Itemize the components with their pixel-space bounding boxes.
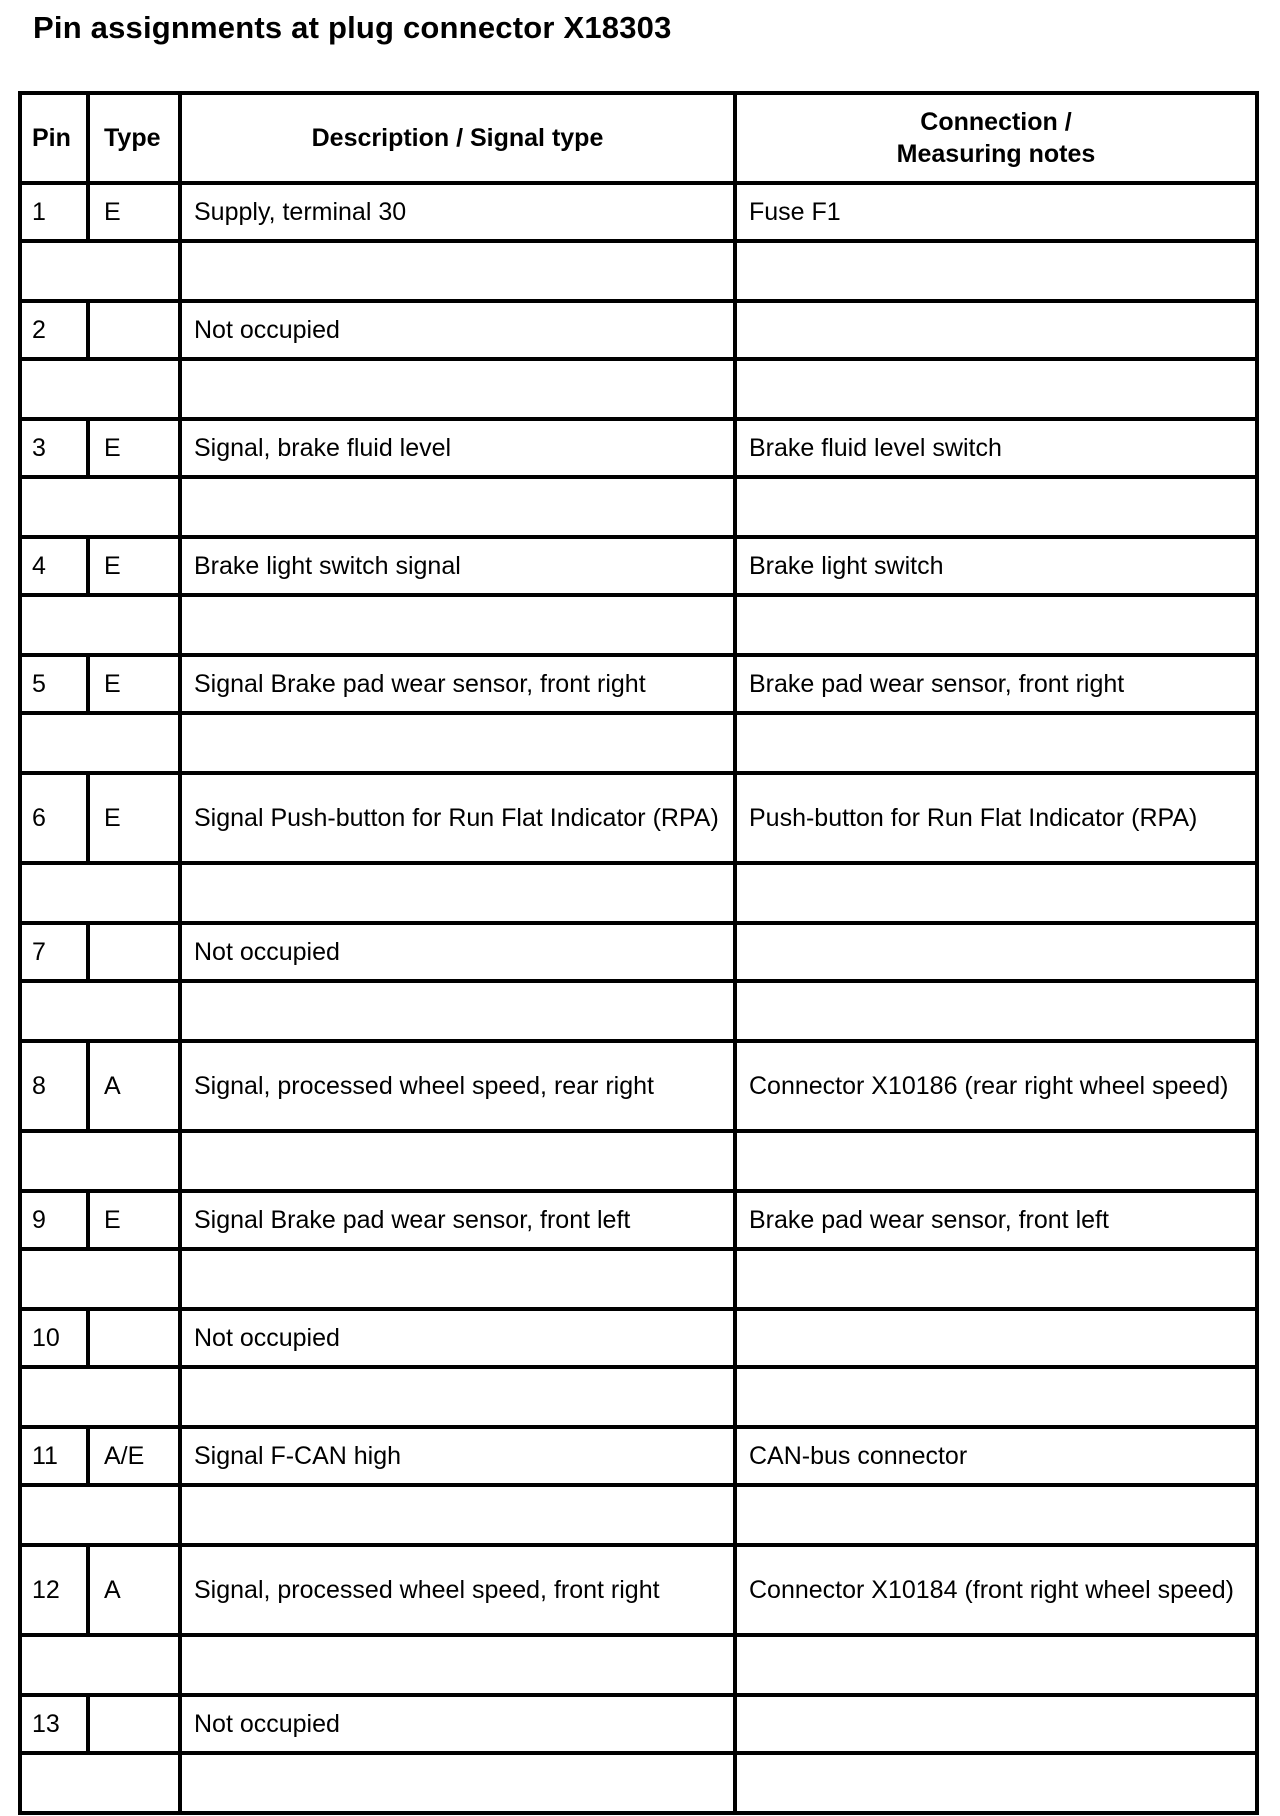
spacer-row xyxy=(20,1753,1257,1813)
connection-cell: Brake pad wear sensor, front right xyxy=(735,655,1257,713)
spacer-cell xyxy=(20,1635,180,1695)
spacer-cell xyxy=(180,1485,735,1545)
spacer-cell xyxy=(20,863,180,923)
table-row xyxy=(20,923,1257,981)
table-row xyxy=(20,301,1257,359)
header-description: Description / Signal type xyxy=(180,93,735,183)
spacer-row xyxy=(20,1249,1257,1309)
type-cell xyxy=(88,923,180,981)
pin-cell: 8 xyxy=(20,1041,88,1131)
pin-cell: 13 xyxy=(20,1695,88,1753)
spacer-row xyxy=(20,359,1257,419)
description-cell: Not occupied xyxy=(180,301,735,359)
spacer-cell xyxy=(180,1249,735,1309)
spacer-row xyxy=(20,981,1257,1041)
table-row xyxy=(20,1695,1257,1753)
spacer-cell xyxy=(180,1635,735,1695)
type-cell: E xyxy=(88,773,180,863)
table-row xyxy=(20,655,1257,713)
connection-cell xyxy=(735,1695,1257,1753)
spacer-row xyxy=(20,1485,1257,1545)
spacer-cell xyxy=(735,1131,1257,1191)
spacer-cell xyxy=(20,1485,180,1545)
spacer-row xyxy=(20,863,1257,923)
connection-cell: Fuse F1 xyxy=(735,183,1257,241)
pin-cell: 12 xyxy=(20,1545,88,1635)
connection-cell xyxy=(735,923,1257,981)
header-connection xyxy=(735,93,1257,183)
table-row xyxy=(20,1191,1257,1249)
spacer-cell xyxy=(180,863,735,923)
description-cell: Not occupied xyxy=(180,923,735,981)
spacer-cell xyxy=(735,863,1257,923)
spacer-cell xyxy=(735,1485,1257,1545)
description-cell: Signal, brake fluid level xyxy=(180,419,735,477)
spacer-row xyxy=(20,477,1257,537)
pin-cell: 10 xyxy=(20,1309,88,1367)
spacer-cell xyxy=(180,477,735,537)
table-row xyxy=(20,537,1257,595)
spacer-cell xyxy=(735,241,1257,301)
table-header-row xyxy=(20,93,1257,183)
pin-cell: 9 xyxy=(20,1191,88,1249)
pin-cell: 4 xyxy=(20,537,88,595)
description-cell: Signal, processed wheel speed, rear right xyxy=(180,1041,735,1131)
connection-cell: Brake light switch xyxy=(735,537,1257,595)
spacer-cell xyxy=(20,1753,180,1813)
table-row xyxy=(20,183,1257,241)
connection-cell: CAN-bus connector xyxy=(735,1427,1257,1485)
table-row xyxy=(20,1041,1257,1131)
spacer-cell xyxy=(735,477,1257,537)
table-row xyxy=(20,419,1257,477)
type-cell: E xyxy=(88,655,180,713)
description-cell: Not occupied xyxy=(180,1695,735,1753)
spacer-row xyxy=(20,713,1257,773)
description-cell: Signal Brake pad wear sensor, front right xyxy=(180,655,735,713)
connection-cell xyxy=(735,301,1257,359)
spacer-cell xyxy=(180,713,735,773)
spacer-cell xyxy=(20,241,180,301)
spacer-row xyxy=(20,595,1257,655)
spacer-row xyxy=(20,1131,1257,1191)
table-row xyxy=(20,1427,1257,1485)
spacer-row xyxy=(20,241,1257,301)
spacer-cell xyxy=(735,981,1257,1041)
spacer-cell xyxy=(735,1635,1257,1695)
spacer-cell xyxy=(180,1131,735,1191)
spacer-cell xyxy=(180,359,735,419)
spacer-cell xyxy=(180,595,735,655)
spacer-cell xyxy=(735,359,1257,419)
spacer-cell xyxy=(735,1249,1257,1309)
pin-cell: 1 xyxy=(20,183,88,241)
pin-cell: 6 xyxy=(20,773,88,863)
table-row xyxy=(20,1545,1257,1635)
connection-cell: Connector X10186 (rear right wheel speed) xyxy=(735,1041,1257,1131)
spacer-cell xyxy=(735,713,1257,773)
description-cell: Supply, terminal 30 xyxy=(180,183,735,241)
spacer-cell xyxy=(20,477,180,537)
type-cell xyxy=(88,301,180,359)
spacer-cell xyxy=(20,359,180,419)
description-cell: Brake light switch signal xyxy=(180,537,735,595)
spacer-cell xyxy=(20,1131,180,1191)
table-row xyxy=(20,773,1257,863)
spacer-cell xyxy=(20,981,180,1041)
table-row xyxy=(20,1309,1257,1367)
type-cell xyxy=(88,1309,180,1367)
description-cell: Signal Brake pad wear sensor, front left xyxy=(180,1191,735,1249)
header-type: Type xyxy=(88,93,180,183)
header-connection-line1: Connection / xyxy=(920,108,1072,136)
spacer-cell xyxy=(180,1753,735,1813)
connection-cell: Connector X10184 (front right wheel speed) xyxy=(735,1545,1257,1635)
connection-cell: Brake fluid level switch xyxy=(735,419,1257,477)
spacer-cell xyxy=(735,595,1257,655)
pin-cell: 3 xyxy=(20,419,88,477)
description-cell: Signal, processed wheel speed, front right xyxy=(180,1545,735,1635)
header-pin: Pin xyxy=(20,93,88,183)
connection-cell: Brake pad wear sensor, front left xyxy=(735,1191,1257,1249)
page-title: Pin assignments at plug connector X18303 xyxy=(33,10,672,45)
pin-cell: 5 xyxy=(20,655,88,713)
description-cell: Signal Push-button for Run Flat Indicator (RPA) xyxy=(180,773,735,863)
type-cell: E xyxy=(88,1191,180,1249)
connection-cell: Push-button for Run Flat Indicator (RPA) xyxy=(735,773,1257,863)
type-cell xyxy=(88,1695,180,1753)
type-cell: E xyxy=(88,183,180,241)
spacer-cell xyxy=(20,1367,180,1427)
spacer-cell xyxy=(180,241,735,301)
pin-cell: 2 xyxy=(20,301,88,359)
type-cell: A xyxy=(88,1041,180,1131)
pin-assignment-table xyxy=(18,91,1259,1815)
type-cell: A/E xyxy=(88,1427,180,1485)
type-cell: E xyxy=(88,419,180,477)
type-cell: A xyxy=(88,1545,180,1635)
spacer-cell xyxy=(180,1367,735,1427)
header-connection-line2: Measuring notes xyxy=(896,140,1096,168)
spacer-row xyxy=(20,1367,1257,1427)
spacer-cell xyxy=(20,595,180,655)
pin-cell: 11 xyxy=(20,1427,88,1485)
spacer-cell xyxy=(20,713,180,773)
description-cell: Not occupied xyxy=(180,1309,735,1367)
spacer-cell xyxy=(180,981,735,1041)
connection-cell xyxy=(735,1309,1257,1367)
spacer-cell xyxy=(735,1753,1257,1813)
spacer-row xyxy=(20,1635,1257,1695)
type-cell: E xyxy=(88,537,180,595)
spacer-cell xyxy=(20,1249,180,1309)
spacer-cell xyxy=(735,1367,1257,1427)
pin-cell: 7 xyxy=(20,923,88,981)
description-cell: Signal F-CAN high xyxy=(180,1427,735,1485)
